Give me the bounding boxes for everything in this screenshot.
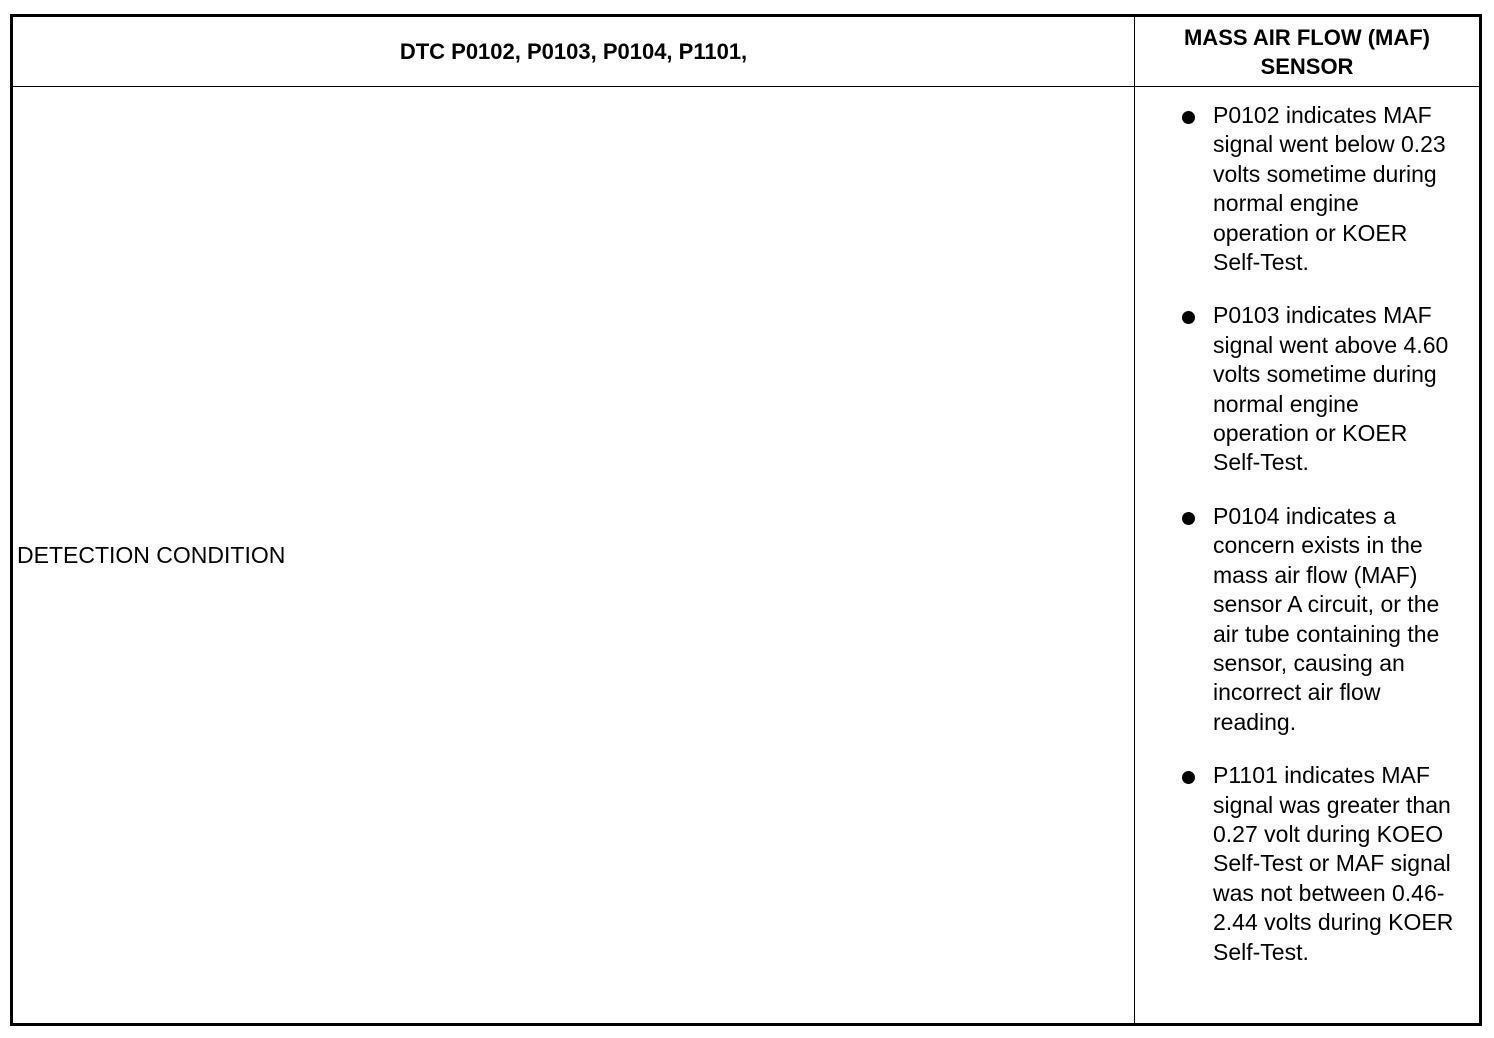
list-item [1135, 502, 1479, 737]
header-dtc-codes: DTC P0102, P0103, P0104, P1101, [399, 38, 748, 64]
header-sensor-name [1135, 17, 1479, 86]
list-item-text: P0102 indicates MAF signal went below 0.23 volts sometime during normal engine operation or KOER Self-Test. [1213, 102, 1446, 276]
header-sensor-line2: SENSOR [1260, 53, 1354, 79]
list-item-text: P0104 indicates a concern exists in the mass air flow (MAF) sensor A circuit, or the air tube containing the sensor, causing an incorrect air flow reading. [1213, 502, 1440, 735]
header-sensor-line1: MASS AIR FLOW (MAF) [1183, 24, 1431, 50]
list-item [1135, 761, 1479, 967]
list-item [1135, 301, 1479, 477]
detection-condition-list [1135, 101, 1479, 991]
dtc-table [10, 14, 1482, 1026]
bullet-icon [1182, 512, 1195, 525]
list-item [1135, 101, 1479, 277]
list-item-text: P0103 indicates MAF signal went above 4.60 volts sometime during normal engine operation or KOER Self-Test. [1213, 302, 1449, 476]
detection-condition-label: DETECTION CONDITION [17, 541, 286, 568]
bullet-icon [1182, 111, 1195, 124]
list-item-text: P1101 indicates MAF signal was greater than 0.27 volt during KOEO Self-Test or MAF signal was not between 0.46-2.44 volts during KOER Self-Test. [1213, 762, 1454, 965]
bullet-icon [1182, 311, 1195, 324]
table-header-row [13, 17, 1479, 87]
bullet-icon [1182, 771, 1195, 784]
